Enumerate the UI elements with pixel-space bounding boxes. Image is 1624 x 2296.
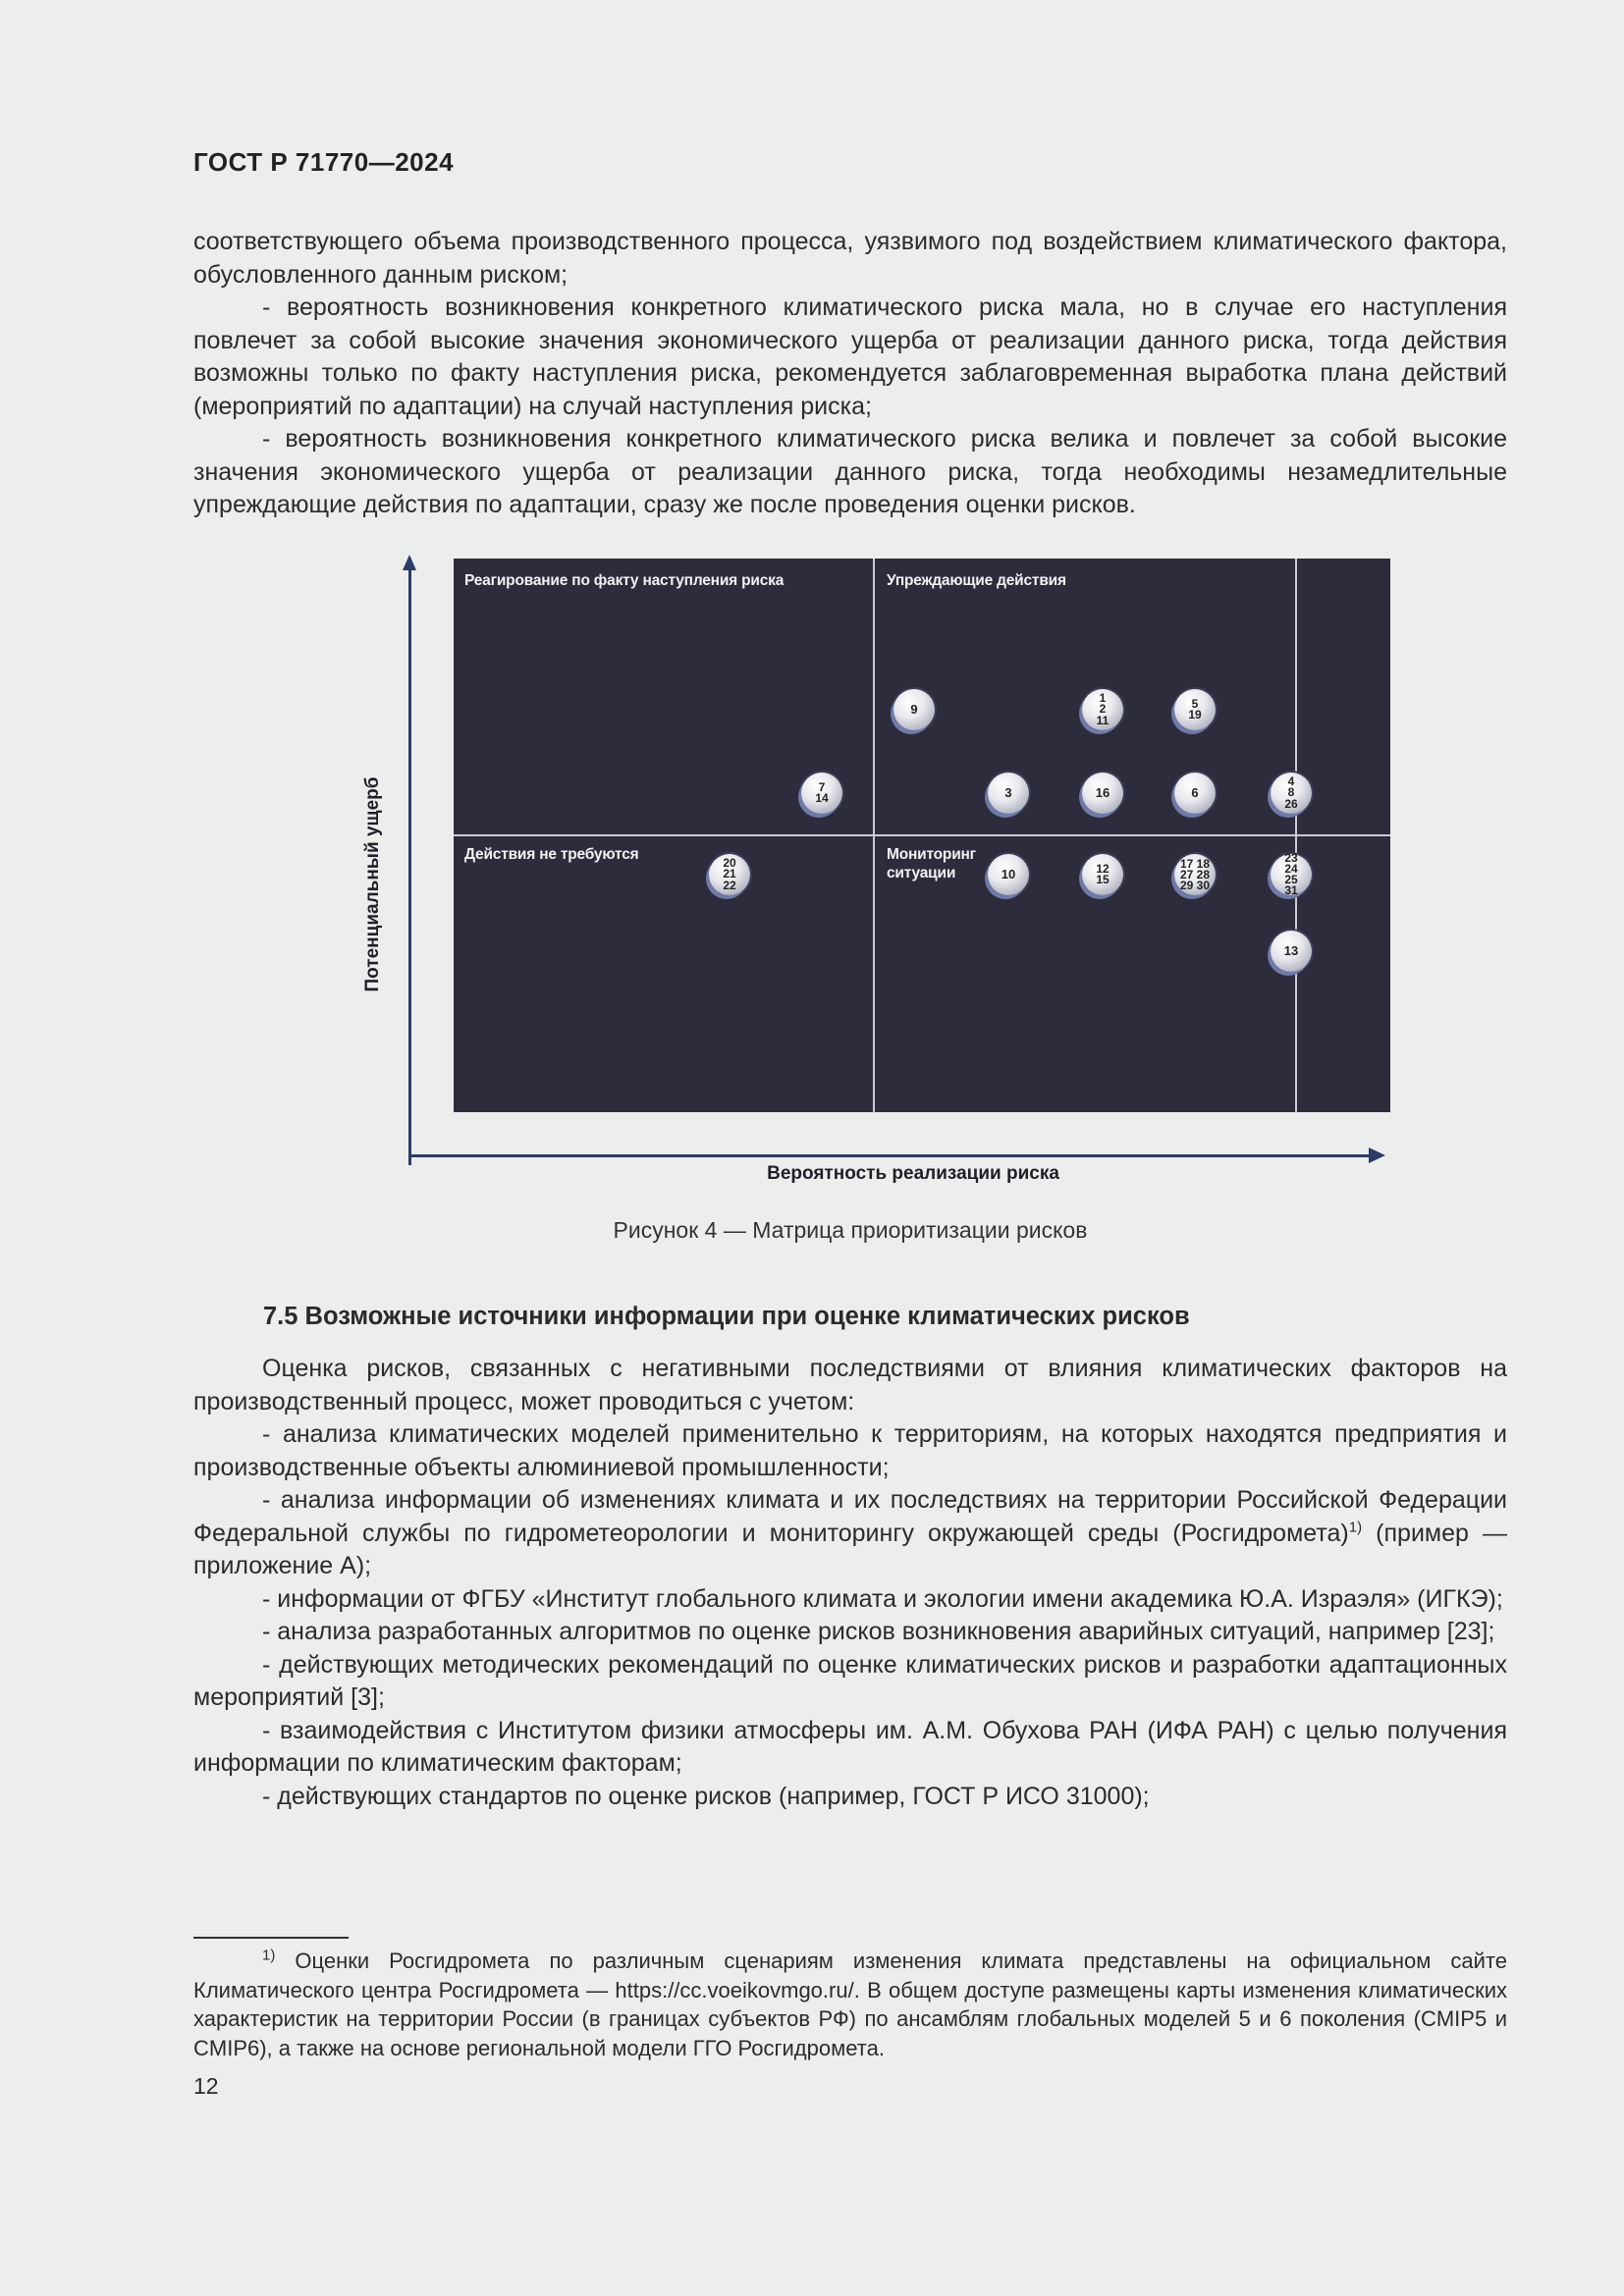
list-item: - взаимодействия с Институтом физики атмосферы им. А.М. Обухова РАН (ИФА РАН) с целью получения информации по климатическим факторам;: [193, 1716, 1507, 1777]
figure-caption: Рисунок 4 — Матрица приоритизации рисков: [613, 1217, 1088, 1243]
risk-marker: 10: [988, 854, 1029, 895]
risk-marker: 9: [893, 689, 935, 730]
risk-marker: 5 19: [1174, 689, 1216, 730]
footnote-divider: [193, 1937, 349, 1939]
list-item: - анализа разработанных алгоритмов по оценке рисков возникновения аварийных ситуаций, например [23];: [262, 1618, 1495, 1645]
risk-marker: 1 2 11: [1082, 689, 1123, 730]
y-axis: [408, 564, 411, 1165]
risk-marker: 13: [1271, 931, 1312, 972]
list-item: - анализа климатических моделей применительно к территориям, на которых находятся предприятия и производственные объекты алюминиевой промышленности;: [193, 1420, 1507, 1481]
footnote-mark: 1): [262, 1947, 276, 1964]
footnote-text: Оценки Росгидромета по различным сценариям изменения климата представлены на официальном сайте Климатического центра Росгидромета — https://cc.voeikovmgo.ru/. В общем доступе размещены карты изменения климатических характеристик на территории России (в границах субъектов РФ) по ансамблям глобальных моделей 5 и 6 поколения (CMIP5 и CMIP6), а также на основе региональной модели ГГО Росгидромета.: [193, 1949, 1507, 2060]
intro-paragraph-1: соответствующего объема производственного процесса, уязвимого под воздействием климатического фактора, обусловленного данным риском;: [193, 228, 1507, 289]
quadrant-label-no-action: Действия не требуются: [464, 846, 639, 863]
y-axis-label: Потенциальный ущерб: [362, 776, 383, 992]
risk-marker: 7 14: [801, 773, 842, 814]
list-item: - анализа информации об изменениях климата и их последствиях на территории Российской Федерации Федеральной службы по гидрометеорологии и мониторингу окружающей среды (Росгидромета)$^{1)}$ (пример — приложение А);: [193, 1486, 1507, 1579]
intro-paragraph-2: - вероятность возникновения конкретного климатического риска мала, но в случае его наступления повлечет за собой высокие значения экономического ущерба от реализации данного риска, тогда действия возможны только по факту наступления риска, рекомендуется заблаговременная выработка плана действий (мероприятий по адаптации) на случай наступления риска;: [193, 294, 1507, 420]
list-item: - действующих стандартов по оценке рисков (например, ГОСТ Р ИСО 31000);: [262, 1782, 1150, 1810]
x-axis: [408, 1154, 1371, 1157]
section-title: 7.5 Возможные источники информации при оценке климатических рисков: [263, 1303, 1190, 1330]
section-text: [193, 1353, 1507, 1813]
risk-marker: 3: [988, 773, 1029, 814]
section-paragraph: Оценка рисков, связанных с негативными последствиями от влияния климатических факторов на производственный процесс, может проводиться с учетом:: [193, 1355, 1507, 1415]
list-item: - действующих методических рекомендаций по оценке климатических рисков и разработки адаптационных мероприятий [3];: [193, 1650, 1507, 1711]
risk-matrix-figure: [324, 555, 1394, 1193]
risk-marker: 20 21 22: [709, 854, 750, 895]
risk-marker: 16: [1082, 773, 1123, 814]
document-code: ГОСТ Р 71770—2024: [193, 147, 455, 177]
risk-marker: 6: [1174, 773, 1216, 814]
footnote-reference: 1): [1348, 1519, 1363, 1536]
risk-marker: 23 24 25 31: [1271, 854, 1312, 895]
quadrant-label-monitoring: Мониторинг ситуации: [887, 846, 976, 881]
page-number: 12: [193, 2073, 219, 2099]
quadrant-label-preventive: Упреждающие действия: [887, 572, 1066, 589]
risk-marker: 12 15: [1082, 854, 1123, 895]
footnote: [193, 1947, 1507, 2062]
risk-marker: 4 8 26: [1271, 773, 1312, 814]
risk-marker: 17 18 27 28 29 30: [1174, 854, 1216, 895]
quadrant-label-react: Реагирование по факту наступления риска: [464, 572, 785, 589]
list-item: - информации от ФГБУ «Институт глобального климата и экологии имени академика Ю.А. Израэля» (ИГКЭ);: [262, 1584, 1503, 1613]
x-axis-label: Вероятность реализации риска: [767, 1163, 1059, 1184]
x-axis-arrow: [1369, 1148, 1385, 1163]
matrix-divider-horizontal: [454, 834, 1390, 836]
intro-paragraph-3: - вероятность возникновения конкретного климатического риска велика и повлечет за собой высокие значения экономического ущерба от реализации данного риска, тогда необходимы незамедлительные упреждающие действия по адаптации, сразу же после проведения оценки рисков.: [193, 425, 1507, 518]
intro-text: [193, 226, 1507, 522]
